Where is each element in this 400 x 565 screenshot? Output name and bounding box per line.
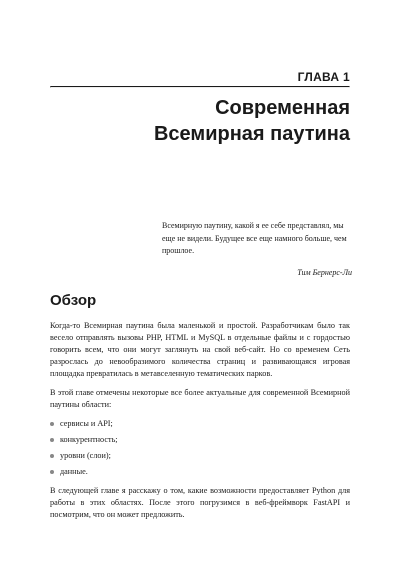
chapter-title-line-1: Современная <box>215 97 350 119</box>
bullet-icon <box>50 454 54 458</box>
section-title: Обзор <box>50 292 97 309</box>
list-item-text: уровни (слои); <box>60 451 111 460</box>
paragraph-intro: Когда-то Всемирная паутина была маленькой и простой. Разработчикам было так весело отправлять вызовы PHP, HTML и MySQL в отдельные файлы и с гордостью говорить всем, что они могут заглянуть на свой веб-сайт. Но со временем Сеть разрослась до невообразимого количества страниц и развивающаяся игровая площадка превратилась в метавселенную тематических парков. <box>50 321 350 378</box>
chapter-title <box>50 95 350 147</box>
list-item-text: конкурентность; <box>60 435 118 444</box>
list-item-text: данные. <box>60 467 88 476</box>
bullet-icon <box>50 438 54 442</box>
body-text <box>50 320 350 528</box>
epigraph-text: Всемирную паутину, какой я ее себе представлял, мы еще не видели. Будущее все еще намного больше, чем прошлое. <box>162 221 347 255</box>
epigraph <box>162 220 352 279</box>
areas-list <box>50 418 350 478</box>
list-item <box>50 434 350 446</box>
chapter-rule <box>50 86 350 88</box>
paragraph-areas: В этой главе отмечены некоторые все более актуальные для современной Всемирной паутины области: <box>50 388 350 409</box>
list-item <box>50 450 350 462</box>
paragraph-next-chapter: В следующей главе я расскажу о том, какие возможности предоставляет Python для работы в этих областях. После этого погрузимся в веб-фреймворк FastAPI и посмотрим, что он может предложить. <box>50 486 350 519</box>
list-item <box>50 418 350 430</box>
chapter-title-line-2: Всемирная паутина <box>153 123 350 145</box>
list-item <box>50 466 350 478</box>
chapter-label: ГЛАВА 1 <box>297 70 350 84</box>
bullet-icon <box>50 470 54 474</box>
bullet-icon <box>50 422 54 426</box>
epigraph-author: Тим Бернерс-Ли <box>297 267 352 277</box>
list-item-text: сервисы и API; <box>60 419 113 428</box>
